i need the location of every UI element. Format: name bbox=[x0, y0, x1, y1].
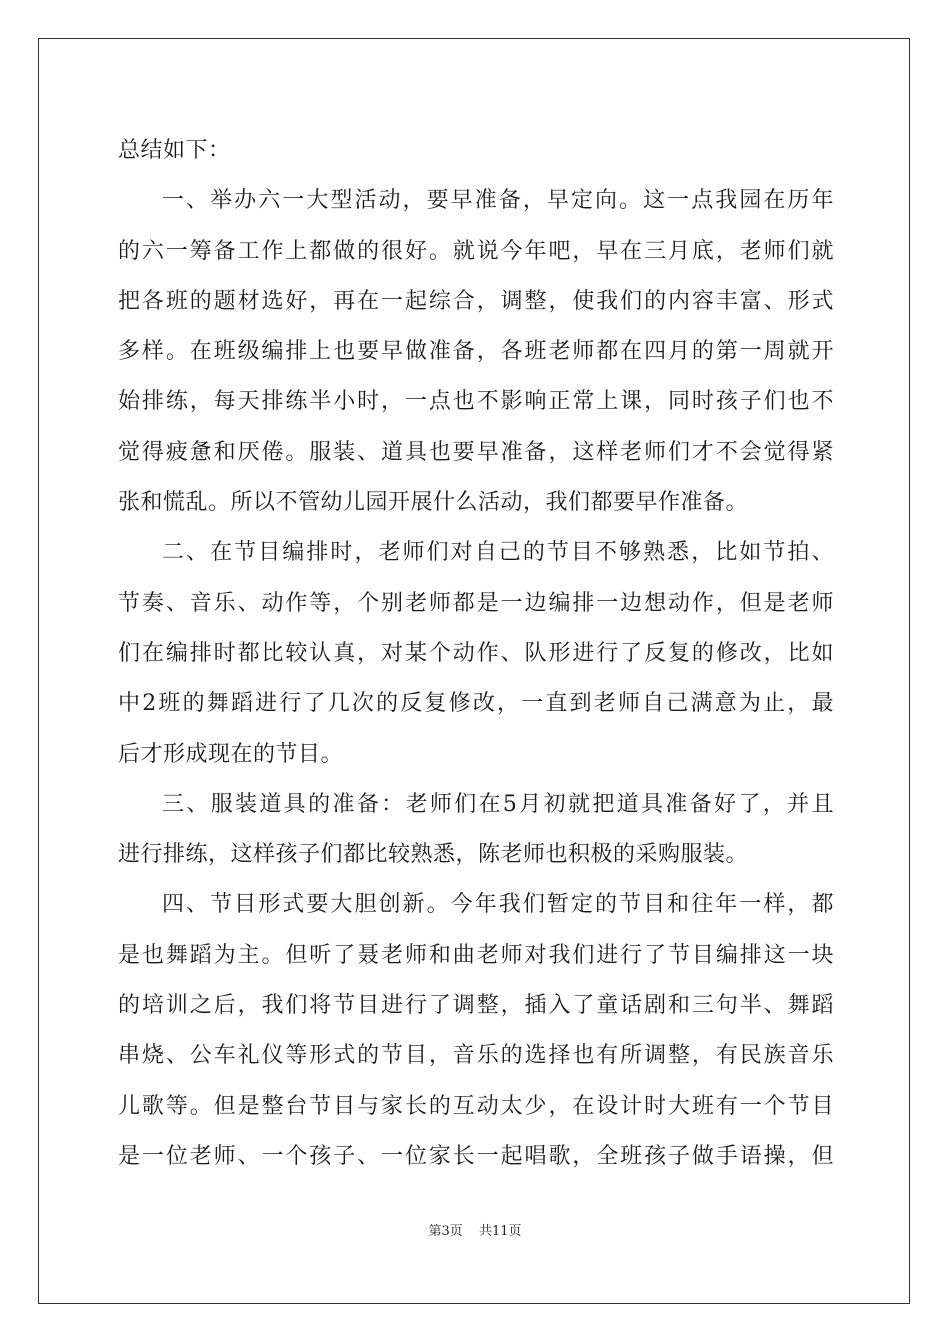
document-body bbox=[118, 126, 834, 1182]
text-line: 节奏、音乐、动作等，个别老师都是一边编排一边想动作，但是老师 bbox=[118, 590, 834, 616]
text-line: 的培训之后，我们将节目进行了调整，插入了童话剧和三句半、舞蹈 bbox=[118, 993, 834, 1019]
text-line: 总结如下： bbox=[118, 138, 231, 163]
text-line: 是也舞蹈为主。但听了聂老师和曲老师对我们进行了节目编排这一块 bbox=[118, 942, 834, 968]
text-line: 是一位老师、一个孩子、一位家长一起唱歌，全班孩子做手语操，但 bbox=[118, 1143, 834, 1169]
text-line: 二、在节目编排时，老师们对自己的节目不够熟悉，比如节拍、 bbox=[162, 540, 834, 566]
text-line: 们在编排时都比较认真，对某个动作、队形进行了反复的修改，比如 bbox=[118, 640, 834, 666]
text-line: 一、举办六一大型活动，要早准备，早定向。这一点我园在历年 bbox=[162, 188, 834, 214]
text-line: 的六一筹备工作上都做的很好。就说今年吧，早在三月底，老师们就 bbox=[118, 238, 834, 264]
page-footer bbox=[0, 1220, 950, 1239]
text-line: 进行排练，这样孩子们都比较熟悉，陈老师也积极的采购服装。 bbox=[118, 842, 749, 868]
text-line: 串烧、公车礼仪等形式的节目，音乐的选择也有所调整，有民族音乐 bbox=[118, 1043, 834, 1069]
page-total: 共11页 bbox=[478, 1224, 522, 1239]
text-line: 三、服装道具的准备：老师们在5月初就把道具准备好了，并且 bbox=[162, 791, 834, 817]
text-line: 觉得疲惫和厌倦。服装、道具也要早准备，这样老师们才不会觉得紧 bbox=[118, 439, 834, 465]
text-line: 后才形成现在的节目。 bbox=[118, 741, 344, 767]
text-line: 始排练，每天排练半小时，一点也不影响正常上课，同时孩子们也不 bbox=[118, 389, 834, 415]
text-line: 多样。在班级编排上也要早做准备，各班老师都在四月的第一周就开 bbox=[118, 339, 834, 365]
text-line: 张和慌乱。所以不管幼儿园开展什么活动，我们都要早作准备。 bbox=[118, 490, 749, 516]
text-line: 把各班的题材选好，再在一起综合，调整，使我们的内容丰富、形式 bbox=[118, 288, 834, 314]
page-number: 第3页 bbox=[428, 1224, 463, 1239]
text-line: 儿歌等。但是整台节目与家长的互动太少，在设计时大班有一个节目 bbox=[118, 1093, 834, 1119]
text-line: 四、节目形式要大胆创新。今年我们暂定的节目和往年一样，都 bbox=[162, 892, 834, 918]
text-line: 中2班的舞蹈进行了几次的反复修改，一直到老师自己满意为止，最 bbox=[118, 691, 834, 717]
